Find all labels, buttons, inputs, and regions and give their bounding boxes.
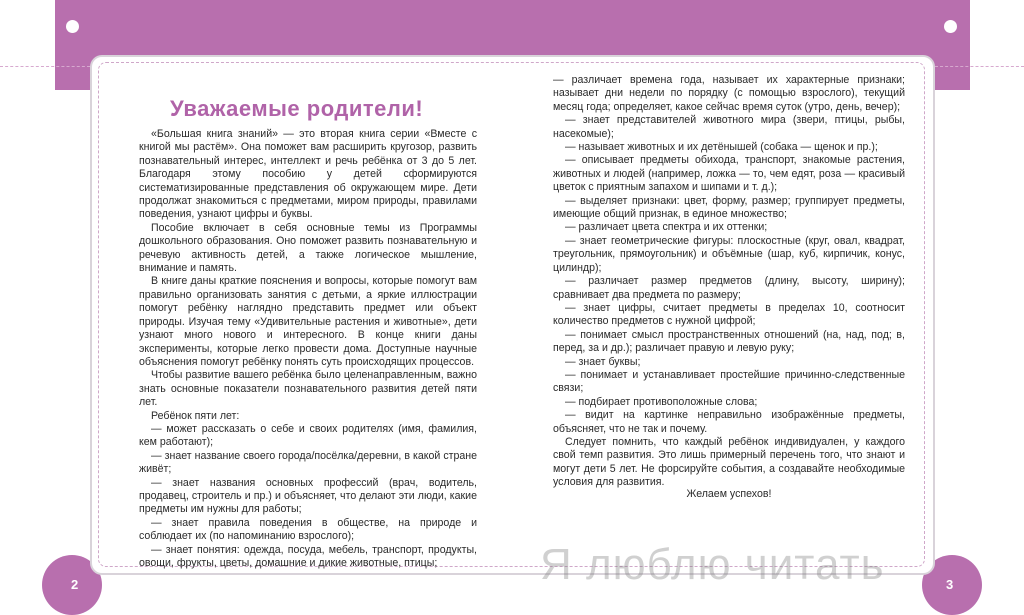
binder-hole-right — [944, 20, 957, 33]
paragraph: — знает названия основных профессий (врач, водитель, продавец, строитель и пр.) и объясняет, что делают эти люди, какие предметы им нужны для работы; — [139, 476, 477, 516]
paragraph: — выделяет признаки: цвет, форму, размер; группирует предметы, имеющие общий признак, в единое множество; — [553, 194, 905, 221]
paragraph: — знает представителей животного мира (звери, птицы, рыбы, насекомые); — [553, 114, 905, 140]
paragraph: — знает правила поведения в обществе, на природе и соблюдает их (по напоминанию взрослого); — [139, 516, 477, 543]
paragraph: — знает название своего города/посёлка/деревни, в какой стране живёт; — [139, 449, 477, 476]
paragraph: — видит на картинке неправильно изображённые предметы, объясняет, что не так и почему. — [553, 409, 905, 435]
page-number-right: 3 — [946, 577, 954, 592]
stitch-line-left — [0, 66, 90, 67]
paragraph: — понимает и устанавливает простейшие причинно-следственные связи; — [553, 368, 905, 395]
left-column — [139, 128, 477, 570]
paragraph: Следует помнить, что каждый ребёнок индивидуален, у каждого свой темп развития. Это лишь примерный перечень того, что знают и могут дети 5 лет. Не форсируйте события, а создавайте необходимые условия для развития. — [553, 435, 905, 489]
paragraph: — называет животных и их детёнышей (собака — щенок и пр.); — [565, 141, 878, 154]
paragraph: — знает буквы; — [565, 355, 641, 368]
paragraph: Пособие включает в себя основные темы из Программы дошкольного образования. Оно поможет развить познавательную и речевую активность детей, а также логическое мышление, внимание и память. — [139, 221, 477, 275]
paragraph: — знает понятия: одежда, посуда, мебель, транспорт, продукты, овощи, фрукты, цветы, домашние и дикие животные, птицы; — [139, 543, 477, 569]
paragraph: — описывает предметы обихода, транспорт, знакомые растения, животных и людей (например, ложка — то, чем едят, роза — красивый цветок с приятным запахом и шипами и т. д.); — [553, 154, 905, 194]
paragraph: Чтобы развитие вашего ребёнка было целенаправленным, важно знать основные показатели познавательного развития детей пяти лет. — [139, 369, 477, 409]
paragraph: — знает цифры, считает предметы в пределах 10, соотносит количество предметов с нужной цифрой; — [553, 301, 905, 328]
paragraph: — знает геометрические фигуры: плоскостные (круг, овал, квадрат, треугольник, прямоугольник) и объёмные (шар, куб, кирпичик, конус, цилиндр); — [553, 234, 905, 274]
binder-hole-left — [66, 20, 79, 33]
paragraph: — различает времена года, называет их характерные признаки; называет дни недели по порядку (с помощью взрослого), текущий месяц года; определяет, какое сейчас время суток (утро, день, вечер); — [553, 74, 905, 113]
paragraph: В книге даны краткие пояснения и вопросы, которые помогут вам правильно организовать занятия с детьми, а яркие иллюстрации помогут ребёнку наглядно представить предмет или объект природы. Изучая тему «Удивительные растения и животные», дети узнают много нового и интересного. В конце книги даны эксперименты, которые легко провести дома. Доступные научные объяснения помогут ребёнку понять суть происходящих процессов. — [139, 275, 477, 368]
closing-text: Желаем успехов! — [686, 488, 772, 500]
paragraph: — различает цвета спектра и их оттенки; — [565, 221, 768, 234]
page-title: Уважаемые родители! — [170, 96, 424, 121]
paragraph: — различает размер предметов (длину, высоту, ширину); сравнивает два предмета по размеру; — [553, 275, 905, 301]
paragraph: «Большая книга знаний» — это вторая книга серии «Вместе с книгой мы растём». Она поможет вам расширить кругозор, развить познавательный интерес, интеллект и речь ребёнка от 3 до 5 лет. Благодаря этому пособию у детей сформируются систематизированные представления об окружающем мире. Дети продолжат знакомиться с предметами, миром природы, правилами поведения, узнают цифры и буквы. — [139, 128, 477, 221]
paragraph: Ребёнок пяти лет: — [151, 409, 240, 422]
paragraph: — понимает смысл пространственных отношений (на, над, под; в, перед, за и др.); различает правую и левую руку; — [553, 328, 905, 355]
paragraph: — может рассказать о себе и своих родителях (имя, фамилия, кем работают); — [139, 422, 477, 449]
watermark: Я люблю читать — [540, 540, 885, 589]
right-column — [553, 74, 905, 490]
paragraph: — подбирает противоположные слова; — [565, 395, 758, 408]
page-number-left: 2 — [71, 577, 79, 592]
stitch-line-right — [935, 66, 1024, 67]
